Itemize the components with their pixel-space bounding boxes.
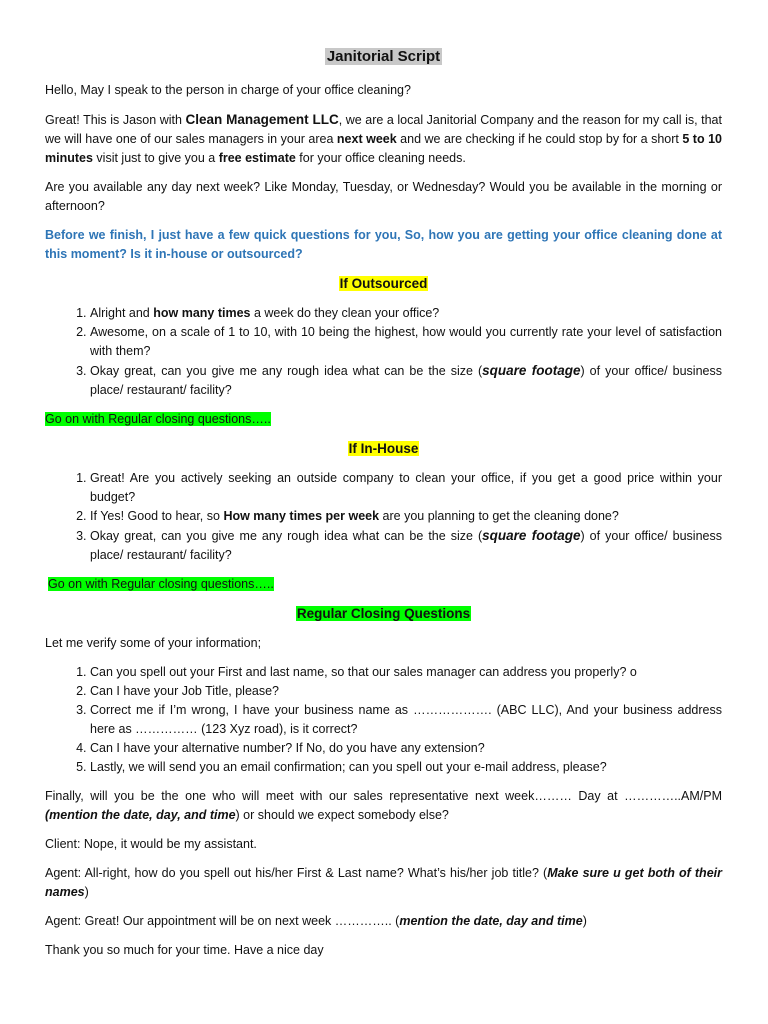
intro-paragraph: Great! This is Jason with Clean Management LLC, we are a local Janitorial Company and the reason for my call is, that we will have one of our sales managers in your area next week and we are checking if he could stop by for a short 5 to 10 minutes visit just to give you a free estimate for your office cleaning needs.	[45, 112, 722, 165]
outsourced-goto-note: Go on with Regular closing questions…..	[45, 412, 271, 426]
list-item: 4. Can I have your alternative number? If No, do you have any extension?	[90, 739, 722, 758]
company-name: Clean Management LLC	[185, 112, 339, 127]
list-item: 2. Can I have your Job Title, please?	[90, 682, 722, 701]
list-item: 2. Awesome, on a scale of 1 to 10, with 10 being the highest, how would you currently rate your level of satisfaction with them?	[90, 323, 722, 361]
list-item: 1. Alright and how many times a week do they clean your office?	[90, 304, 722, 323]
closing-intro: Let me verify some of your information;	[45, 636, 262, 650]
closing-heading: Regular Closing Questions	[296, 606, 471, 621]
list-item: 3. Okay great, can you give me any rough idea what can be the size (square footage) of your office/ business place/ restaurant/ facility?	[90, 526, 722, 565]
agent-line-2: Agent: Great! Our appointment will be on next week ………….. (mention the date, day and time)	[45, 914, 587, 928]
list-item: 3. Okay great, can you give me any rough idea what can be the size (square footage) of your office/ business place/ restaurant/ facility?	[90, 361, 722, 400]
document-page	[45, 47, 722, 970]
list-item: 5. Lastly, we will send you an email confirmation; can you spell out your e-mail address, please?	[90, 758, 722, 777]
closing-list	[45, 663, 722, 777]
inhouse-list	[45, 469, 722, 565]
inhouse-goto-note: Go on with Regular closing questions…..	[48, 577, 274, 591]
greeting-line: Hello, May I speak to the person in charge of your office cleaning?	[45, 83, 411, 97]
list-item: 1. Great! Are you actively seeking an outside company to clean your office, if you get a good price within your budget?	[90, 469, 722, 507]
document-title: Janitorial Script	[326, 48, 441, 65]
list-item: 1. Can you spell out your First and last name, so that our sales manager can address you properly? o	[90, 663, 722, 682]
availability-paragraph: Are you available any day next week? Like Monday, Tuesday, or Wednesday? Would you be available in the morning or afternoon?	[45, 180, 722, 213]
inhouse-heading: If In-House	[348, 441, 419, 456]
list-item: 2. If Yes! Good to hear, so How many times per week are you planning to get the cleaning done?	[90, 507, 722, 526]
outsourced-heading: If Outsourced	[339, 276, 428, 291]
agent-line-1: Agent: All-right, how do you spell out his/her First & Last name? What’s his/her job title? (Make sure u get both of their names)	[45, 866, 722, 899]
list-item: 3. Correct me if I’m wrong, I have your business name as ………………. (ABC LLC), And your business address here as …………… (123 Xyz road), is it correct?	[90, 701, 722, 739]
closing-thanks: Thank you so much for your time. Have a nice day	[45, 943, 324, 957]
client-line: Client: Nope, it would be my assistant.	[45, 837, 257, 851]
outsourced-list	[45, 304, 722, 400]
key-question: Before we finish, I just have a few quick questions for you, So, how you are getting your office cleaning done at this moment? Is it in-house or outsourced?	[45, 228, 722, 261]
finally-paragraph: Finally, will you be the one who will meet with our sales representative next week……… Day at …………..AM/PM (mention the date, day, and time) or should we expect somebody else?	[45, 789, 722, 822]
